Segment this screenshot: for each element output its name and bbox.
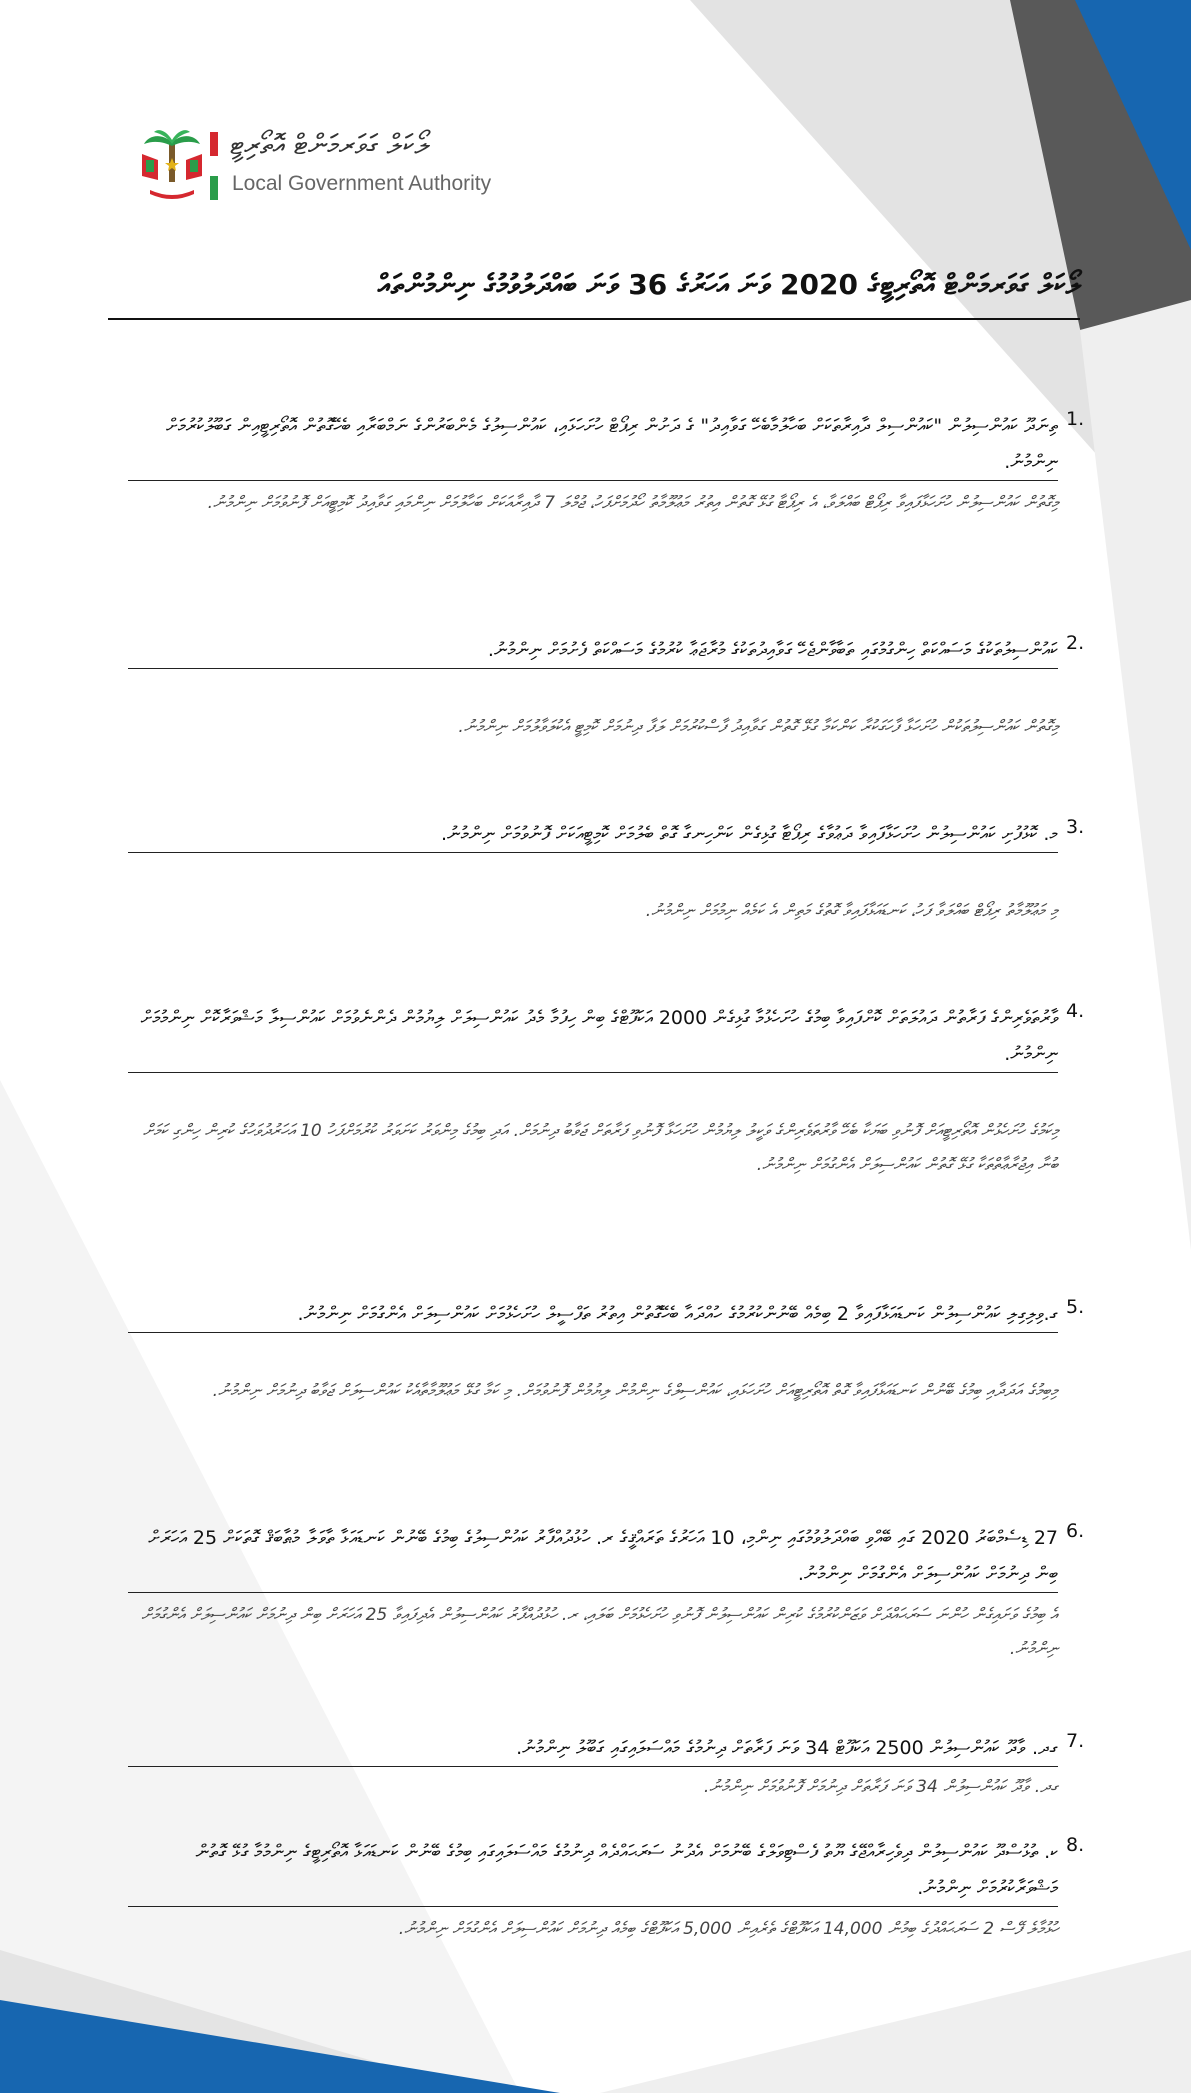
- title-underline: [108, 318, 1080, 320]
- item-heading: ކައުންސިލުތަކުގެ މަސައްކަތް ހިންގުމުގައި ތަބާވާންޖެހޭ ގަވާއިދުތަކުގެ މުރާޖަޢާ ކުރުމުގެ މަސައްކަތް ފެށުމަށް ނިންމުނު.: [128, 632, 1058, 669]
- item-number: 3.: [1066, 816, 1085, 838]
- resolution-item-7: [100, 1730, 1090, 1810]
- item-body: މި މަޢުލޫމާތު ރިޕޯޓް ބައްލަވާ ފަހު، ކަނޑައަޅާފައިވާ ގޮތުގެ މަތިން އެ ކަމެއް ނިމުމަށް ނިންމުނު.: [645, 901, 1058, 921]
- item-heading: ގ.ވިލިގިލި ކައުންސިލުން ކަނޑައަޅާފައިވާ 2 ބިމެއް ބޭނުންކުރުމުގެ ހުއްދައާ ބެހޭގޮތުން އިތުރު ތަފްސީލް ހުށަހެޅުމަށް ކައުންސިލަށް އެންގުމަށް ނިންމުނު.: [128, 1296, 1058, 1333]
- item-number: 8.: [1066, 1834, 1085, 1856]
- resolution-item-1: [100, 408, 1090, 628]
- item-body: މިގޮތުން ކައުންސިލުން ހުށަހަޅާފައިވާ ރިޕޯޓް ބައްލަވާ، އެ ރިޕޯޓާ ގުޅޭ ގޮތުން އިތުރު މަޢުލޫމާތު ހޯދުމަށްފަހު، ޖުމްލަ 7 ދާއިރާއަކަށް ބަހާލުމަށް ނިންމައި ގަވާއިދު ކޮމިޓީއަށް ފޮނުވުމަށް ނިންމުނު.: [207, 493, 1058, 513]
- item-number: 1.: [1066, 408, 1085, 430]
- page-title: ލޯކަލް ގަވަރމަންޓް އޮތޯރިޓީގެ 2020 ވަނަ އަހަރުގެ 36 ވަނަ ބައްދަލުވުމުގެ ނިންމުންތައް: [377, 268, 1080, 301]
- resolution-item-6: [100, 1520, 1090, 1720]
- logo-dhivehi-text: ލޯކަލް ގަވަރމަންޓް އޮތޯރިޓީ: [230, 128, 429, 161]
- item-heading: ވާރުތަވެރިންގެ ފަރާތުން ދައުލަތަށް ކޮށްފައިވާ ބިމުގެ ހުށަހެޅުމާ ގުޅިގެން 2000 އަކަފޫޓްގެ ބިން ހިފުމާ މެދު ކައުންސިލަށް ލިޔުމުން ދެންނެވުމަށް ކައުންސިލާ މަޝްވަރާކޮށް ނިންމުމަށް ނިންމުނު.: [128, 1000, 1058, 1073]
- item-heading: ގދ. ވާދޫ ކައުންސިލުން 2500 އަކަފޫޓް 34 ވަނަ ފަރާތަށް ދިނުމުގެ މައްސަލައިގައި ގަބޫލު ނިންމުނު.: [128, 1730, 1058, 1767]
- item-body: މިކަމުގެ ހުށަހެޅުން އޮތޯރިޓީއަށް ފޮނުވި ބަޔަކާ ބެހޭ ވާރުތަވެރިންގެ ވަކީލު ލިޔުމުން ހުށަހަޅާ ފޮނުވި ފަރާތަށް ޖަވާބު ދިނުމަށް. އަދި ބިމުގެ މިންވަރު ކަށަވަރު ކުރުމަށްފަހު 10 އަހަރުދުވަހުގެ ކުރިން ހިންގި ކަމަށް ބުނާ އިޖުރާޢާތްތަކާ ގުޅޭ ގޮތުން ކައުންސިލަށް އެންގުމަށް ނިންމުނު.: [142, 1121, 1058, 1175]
- resolution-item-5: [100, 1296, 1090, 1496]
- item-body: ހުޅުމާލެ ފޭސް 2 ސަރަޙައްދުގެ ބިމުން 14,000 އަކަފޫޓްގެ ތެރެއިން 5,000 އަކަފޫޓްގެ ބިމެއް ދިނުމަށް ކައުންސިލަށް އެންގުމަށް ނިންމުނު.: [398, 1919, 1058, 1939]
- item-body: އެ ބިމުގެ ވަށައިގެން ހުންނަ ސަރަޙައްދަށް ވަޒަންކުރުމުގެ ކުރިން ކައުންސިލުން ފޮނުވި ހުށަހެޅުމަށް ބަލައި، ރ. ހުޅުދުއްފާރު ކައުންސިލުން އެދިފައިވާ 25 އަހަރަށް ބިން ދިނުމަށް ކައުންސިލަށް އެންގުމަށް ނިންމުނު.: [141, 1605, 1058, 1659]
- national-emblem-icon: [138, 128, 206, 204]
- logo-color-bars: [210, 132, 218, 200]
- resolution-item-4: [100, 1000, 1090, 1260]
- resolution-item-2: [100, 632, 1090, 782]
- item-number: 6.: [1066, 1520, 1085, 1542]
- item-body: ގދ. ވާދޫ ކައުންސިލުން 34 ވަނަ ފަރާތަށް ދިނުމަށް ފޮނުވުމަށް ނިންމުނު.: [703, 1777, 1058, 1797]
- item-heading: މ. ކޮޅުފުށި ކައުންސިލުން ހުށަހަޅާފައިވާ ދަޢުވާގެ ރިޕޯޓާ ގުޅިގެން ކަންހިނގާ ގޮތް ބެލުމަށް ކޮމިޓީއަކަށް ފޮނުވުމަށް ނިންމުނު.: [128, 816, 1058, 853]
- lga-logo: [138, 128, 498, 206]
- item-body: މިބިމުގެ އަދަދާއި ބިމުގެ ބޭނުން ކަނޑައަޅާފައިވާ ގޮތް އޮތޯރިޓީއަށް ހުށަހަޅައި، ކައުންސިލްގެ ނިންމުން ލިޔުމުން ފޮނުވުމަށް. މި ކަމާ ގުޅޭ މަޢުލޫމާތާއެކު ކައުންސިލަށް ޖަވާބު ދިނުމަށް ނިންމުނު.: [212, 1381, 1058, 1401]
- item-body: މިގޮތުން ކައުންސިލުތަކުން ހުށަހަޅާ ފާހަގަކުރާ ކަންކަމާ ގުޅޭ ގޮތުން ގަވާއިދު ފާސްކުރުމަށް ލަފާ ދިނުމަށް ކޮމިޓީ އެކުލަވާލުމަށް ނިންމުނު.: [458, 717, 1058, 737]
- item-heading: 27 ޑިސެމްބަރު 2020 ގައި ބޭއްވި ބައްދަލުވުމުގައި ނިންމި، 10 އަހަރުގެ ތަރައްޤީގެ ރ. ހުޅުދުއްފާރު ކައުންސިލުގެ ބިމުގެ ބޭނުން ކަނޑައަޅާ ތާވަލާ މުޠާބަޤް ގޮތަކަށް 25 އަހަރަށް ބިން ދިނުމަށް ކައުންސިލަށް އެންގުމަށް ނިންމުނު.: [128, 1520, 1058, 1593]
- item-number: 7.: [1066, 1730, 1085, 1752]
- resolution-item-8: [100, 1834, 1090, 1984]
- item-heading: ތިނަދޫ ކައުންސިލުން "ކައުންސިލް ދާއިރާތަކަށް ބަހާލުމާބެހޭ ގަވާއިދު" ގެ ދަށުން ރިޕޯޓް ހުށަހަޅައި، ކައުންސިލުގެ މެންބަރުންގެ ނަމްބަރާއި ބެހޭގޮތުން އޮތޯރިޓީއިން ގަބޫލުކުރުމަށް ނިންމުނު.: [128, 408, 1058, 481]
- logo-english-text: Local Government Authority: [232, 172, 492, 195]
- item-heading: ކ. ތުޅުސްދޫ ކައުންސިލުން ދިވެހިރާއްޖޭގެ ޔޫތު ފެސްޓިވަލްގެ ބޭނުމަށް އެދުނު ސަރަޙައްދެއް ދިނުމުގެ މައްސަލައިގައި ބިމުގެ ބޭނުން ކަނޑައަޅާ އޮތޯރިޓީގެ ނިންމުމާ ގުޅޭ ގޮތުން މަޝްވަރާކުރުމަށް ނިންމުނު.: [128, 1834, 1058, 1907]
- item-number: 5.: [1066, 1296, 1085, 1318]
- item-number: 4.: [1066, 1000, 1085, 1022]
- resolution-item-3: [100, 816, 1090, 966]
- item-number: 2.: [1066, 632, 1085, 654]
